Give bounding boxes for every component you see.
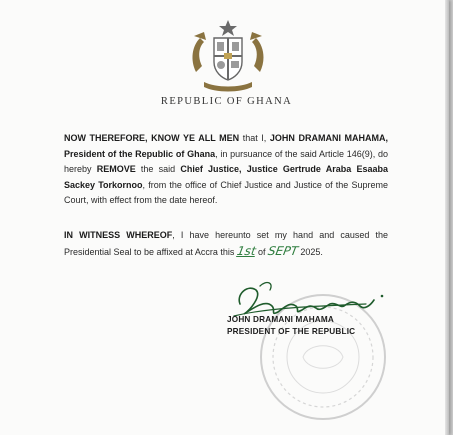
witness-text-3: 2025. [297, 246, 323, 257]
handwritten-month: SEPT [266, 243, 300, 258]
remove-word: REMOVE [96, 164, 136, 174]
proclamation-paragraph [64, 131, 388, 209]
signatory-name: JOHN DRAMANI MAHAMA [227, 315, 335, 324]
proclamation-text-5: , from the office of Chief Justice and Justice of the Supreme Court, with effect from the date hereof. [64, 179, 388, 205]
witness-text-2: of [255, 246, 269, 257]
handwritten-day: 1st [235, 243, 257, 258]
justice-name: Chief Justice, Justice Gertrude Araba Esaaba Sackey Torkornoo [64, 164, 388, 190]
witness-text-1: , I have hereunto set my hand and caused the Presidential Seal to be affixed at Accra this [64, 230, 388, 257]
republic-heading: REPUBLIC OF GHANA [160, 96, 293, 107]
page-edge-shadow [445, 0, 449, 435]
witness-lead: IN WITNESS WHEREOF [64, 230, 173, 240]
president-title: President of the Republic of Ghana [64, 148, 216, 159]
signatory-block [227, 314, 355, 338]
signatory-title: PRESIDENT OF THE REPUBLIC [227, 327, 356, 336]
ghana-coat-of-arms-icon [186, 18, 270, 94]
president-name: JOHN DRAMANI MAHAMA, [269, 133, 388, 143]
proclamation-text-3: , in pursuance of the said Article 146(9), do hereby [64, 148, 388, 174]
witness-paragraph [64, 228, 388, 260]
proclamation-text-1: that I, [239, 133, 270, 143]
proclamation-lead: NOW THEREFORE, KNOW YE ALL MEN [64, 133, 240, 143]
proclamation-text-4: the said [135, 164, 181, 174]
